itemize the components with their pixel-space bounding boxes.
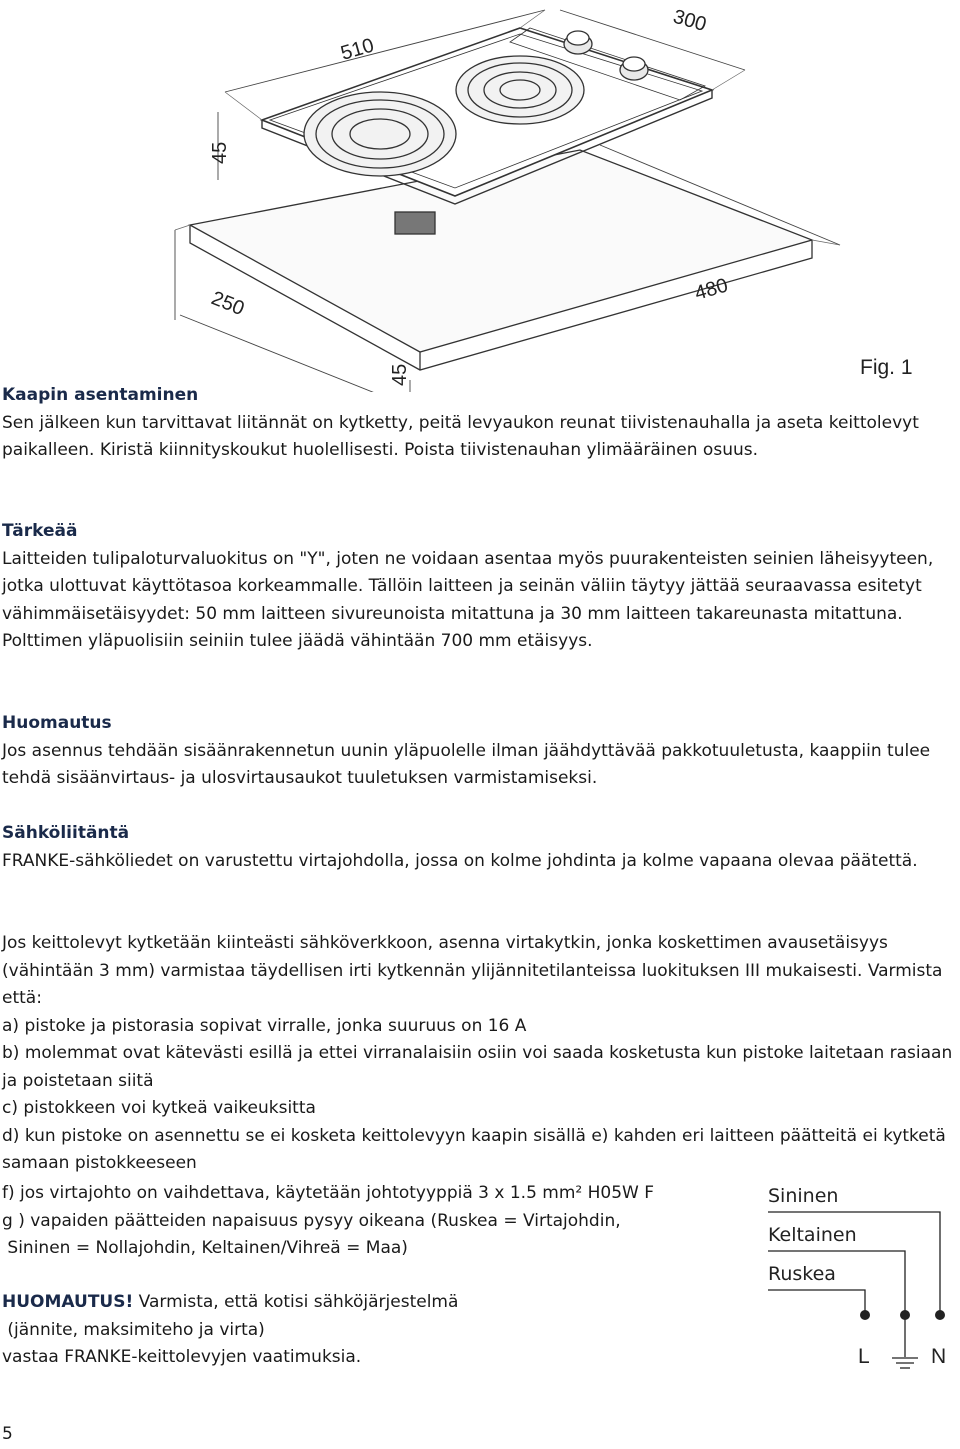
text-huomautus: Jos asennus tehdään sisäänrakennetun uunin yläpuolelle ilman jäähdyttävää pakkotuuletusta, kaappiin tulee tehdä sisäänvirtaus- ja ulosvirtausaukot tuuletuksen varmistamiseksi. [2,740,931,788]
list-item-d: d) kun pistoke on asennettu se ei kosketa keittolevyyn kaapin sisällä e) kahden eri laitteen päätteitä ei kytketä samaan pistokkeeseen [2,1125,946,1173]
terminal-dot-earth [900,1310,910,1320]
text-huom2-line1: Varmista, että kotisi sähköjärjestelmä [133,1292,459,1312]
list-item-g1: g ) vapaiden päätteiden napaisuus pysyy oikeana (Ruskea = Virtajohdin, [2,1210,621,1231]
section-kaapin [2,382,954,465]
dim-cutout-width: 480 [692,274,731,305]
section-kiintea [2,930,954,1178]
dim-top-depth: 300 [670,5,709,37]
heading-kaapin: Kaapin asentaminen [2,385,199,405]
text-sahko: FRANKE-sähköliedet on varustettu virtajohdolla, jossa on kolme johdinta ja kolme vapaana olevaa päätettä. [2,850,918,871]
terminal-l-label: L [858,1345,870,1368]
wiring-lines [740,1205,955,1375]
hob-dimension-figure [0,0,960,392]
terminal-n-label: N [931,1345,947,1368]
text-kaapin: Sen jälkeen kun tarvittavat liitännät on kytketty, peitä levyaukon reunat tiivistenauhalla ja aseta keittolevyt paikalleen. Kiristä kiinnityskoukut huolellisesti. Poista tiivistenauhan ylimääräinen osuus. [2,412,919,460]
list-item-a: a) pistoke ja pistorasia sopivat virralle, jonka suuruus on 16 A [2,1015,527,1036]
wire-label-keltainen: Keltainen [768,1224,857,1246]
heading-tarkeaa: Tärkeää [2,521,78,541]
hob-drawing [0,0,960,392]
figure-caption: Fig. 1 [860,356,913,379]
list-item-g2: Sininen = Nollajohdin, Keltainen/Vihreä = Maa) [2,1238,408,1258]
terminal-dot-n [935,1310,945,1320]
dim-top-width: 510 [338,34,377,65]
section-sahko [2,820,954,875]
text-tarkeaa: Laitteiden tulipaloturvaluokitus on "Y", joten ne voidaan asentaa myös puurakenteisten seinien läheisyyteen, jotka ulottuvat käyttötasoa korkeammalle. Tällöin laitteen ja seinän väliin täytyy jättää seuraavassa esitetyt vähimmäisetäisyydet: 50 mm laitteen sivureunoista mitattuna ja 30 mm laitteen takareunasta mitattuna. Polttimen yläpuolisiin seiniin tulee jäädä vähintään 700 mm etäisyys. [2,548,934,651]
terminal-dot-l [860,1310,870,1320]
section-tarkeaa [2,518,954,656]
heading-huomautus2: HUOMAUTUS! [2,1292,134,1312]
page-number: 5 [2,1424,13,1444]
list-item-c: c) pistokkeen voi kytkeä vaikeuksitta [2,1098,316,1118]
heading-sahko: Sähköliitäntä [2,823,130,843]
dim-top-height: 45 [209,141,231,164]
list-item-f: f) jos virtajohto on vaihdettava, käytetään johtotyyppiä 3 x 1.5 mm² H05W F [2,1183,655,1203]
dim-cutout-height: 45 [389,363,411,386]
text-huom2-line3: vastaa FRANKE-keittolevyjen vaatimuksia. [2,1347,362,1367]
list-item-b: b) molemmat ovat kätevästi esillä ja ettei virranalaisiin osiin voi saada kosketusta kun pistoke laitetaan rasiaan ja poistetaan siitä [2,1043,953,1091]
text-huom2-line2: (jännite, maksimiteho ja virta) [2,1319,265,1340]
text-kiintea-intro: Jos keittolevyt kytketään kiinteästi sähköverkkoon, asenna virtakytkin, jonka koskettimen avausetäisyys (vähintään 3 mm) varmistaa täydellisen irti kytkennän ylijännitetilanteissa luokituksen III mukaisesti. Varmista että: [2,933,943,1008]
wire-label-ruskea: Ruskea [768,1263,836,1285]
heading-huomautus: Huomautus [2,713,112,733]
wire-label-sininen: Sininen [768,1185,839,1207]
section-huomautus [2,710,954,793]
section-huomautus2 [2,1289,742,1372]
dim-cutout-depth: 250 [208,287,248,321]
section-wire-type [2,1180,762,1263]
